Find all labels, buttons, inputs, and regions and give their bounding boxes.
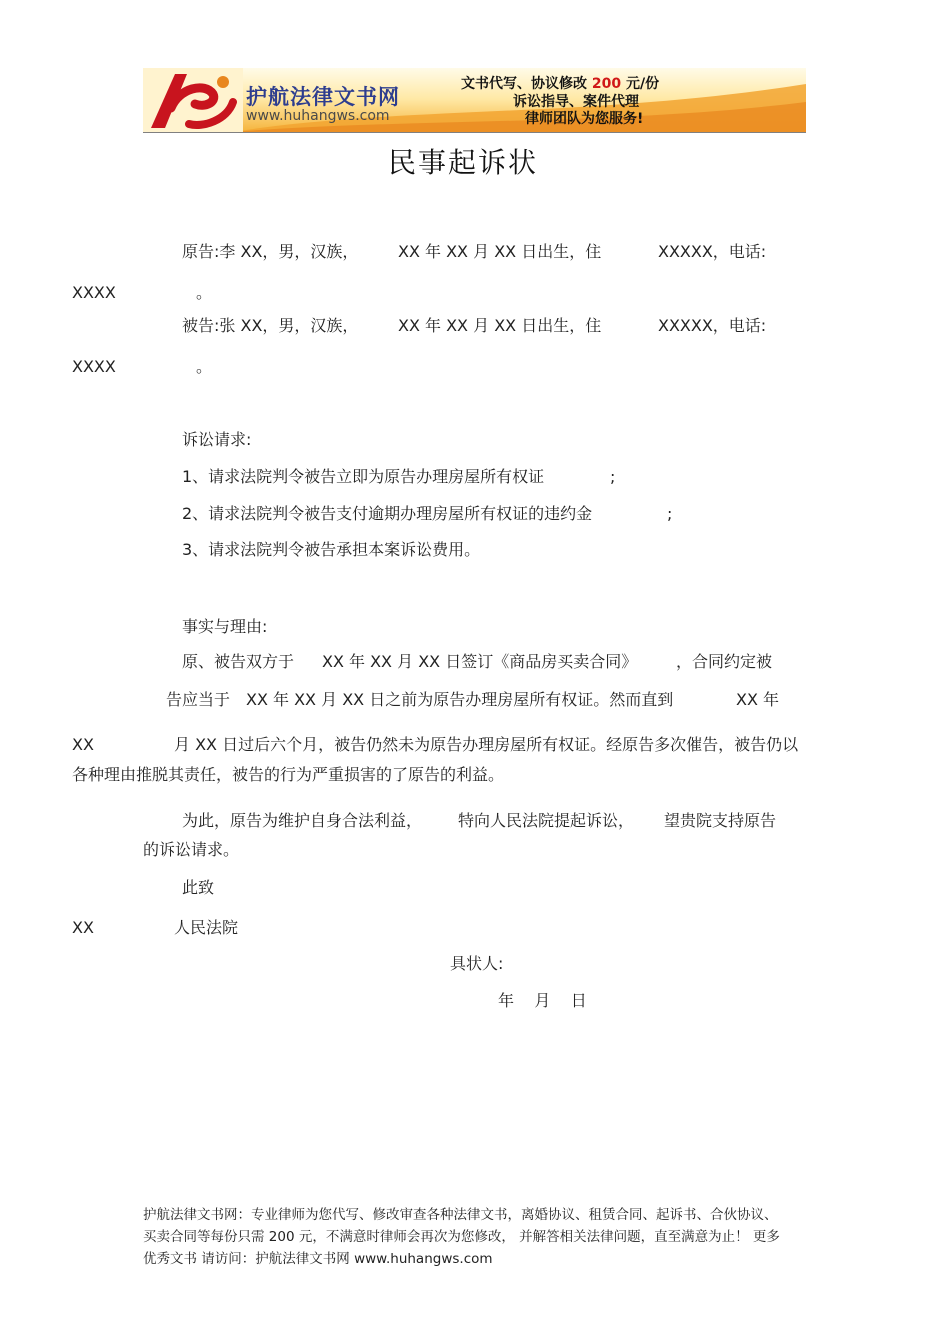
banner-site-name: 护航法律文书网 xyxy=(246,85,400,109)
facts-p1-line1-b: XX 年 XX 月 XX 日签订《商品房买卖合同》 xyxy=(322,652,638,671)
banner-divider xyxy=(143,132,806,133)
signer-label: 具状人: xyxy=(450,954,504,973)
court-prefix: XX xyxy=(72,918,94,937)
plaintiff-name: 原告:李 XX，男，汉族， xyxy=(182,242,359,261)
plaintiff-birth: XX 年 XX 月 XX 日出生，住 xyxy=(398,242,602,261)
facts-p1-line3-a: XX xyxy=(72,735,94,754)
banner-ad-price: 200 xyxy=(591,76,622,92)
facts-p1-line4: 各种理由推脱其责任，被告的行为严重损害的了原告的利益。 xyxy=(72,765,505,784)
banner-ad-line3: 律师团队为您服务! xyxy=(525,111,644,127)
claim-item-1-end: ; xyxy=(610,467,616,486)
facts-p1-line1-c: ，合同约定被 xyxy=(676,652,773,671)
facts-p1-line2-b: XX 年 XX 月 XX 日之前为原告办理房屋所有权证。然而直到 xyxy=(246,690,674,709)
claim-item-2: 2、请求法院判令被告支付逾期办理房屋所有权证的违约金 xyxy=(182,504,593,523)
plaintiff-address: XXXXX，电话: xyxy=(658,242,767,261)
defendant-address: XXXXX，电话: xyxy=(658,316,767,335)
banner-site-url[interactable]: www.huhangws.com xyxy=(246,108,390,124)
defendant-end-mark: 。 xyxy=(196,357,213,376)
defendant-name: 被告:张 XX，男，汉族， xyxy=(182,316,359,335)
site-banner[interactable] xyxy=(143,68,806,132)
banner-ad-line2: 诉讼指导、案件代理 xyxy=(513,94,639,110)
facts-p2-line1-c: 望贵院支持原告 xyxy=(664,811,777,830)
facts-p1-line1-a: 原、被告双方于 xyxy=(182,652,295,671)
facts-p2-line2: 的诉讼请求。 xyxy=(143,840,240,859)
plaintiff-end-mark: 。 xyxy=(196,283,213,302)
site-logo-icon xyxy=(143,68,243,132)
facts-p2-line1-a: 为此，原告为维护自身合法利益， xyxy=(182,811,423,830)
facts-p2-line1-b: 特向人民法院提起诉讼， xyxy=(458,811,635,830)
facts-p1-line2-a: 告应当于 xyxy=(166,690,231,709)
facts-heading: 事实与理由: xyxy=(182,617,268,636)
claim-item-2-end: ; xyxy=(667,504,673,523)
claims-heading: 诉讼请求: xyxy=(182,430,252,449)
document-title: 民事起诉状 xyxy=(388,146,539,179)
closing-salute: 此致 xyxy=(182,878,215,897)
banner-ad-line1-b: 元/份 xyxy=(625,76,660,92)
defendant-phone: XXXX xyxy=(72,357,116,376)
facts-p1-line2-c: XX 年 xyxy=(736,690,780,709)
footer-note: 护航法律文书网：专业律师为您代写、修改审查各种法律文书，离婚协议、租赁合同、起诉书、合伙协议、 买卖合同等每份只需 200 元，不满意时律师会再次为您修改， 并解答相关法律问题，直至满意为止！ 更多优秀文书 请访问：护航法律文书网 www.huhangws.com xyxy=(143,1207,780,1267)
date-line: 年 月 日 xyxy=(498,991,587,1010)
claim-item-1: 1、请求法院判令被告立即为原告办理房屋所有权证 xyxy=(182,467,545,486)
banner-ad-line1 xyxy=(461,73,659,93)
court-name: 人民法院 xyxy=(174,918,239,937)
defendant-birth: XX 年 XX 月 XX 日出生，住 xyxy=(398,316,602,335)
plaintiff-phone: XXXX xyxy=(72,283,116,302)
facts-p1-line3-b: 月 XX 日过后六个月，被告仍然未为原告办理房屋所有权证。经原告多次催告，被告仍以 xyxy=(174,735,799,754)
claim-item-3: 3、请求法院判令被告承担本案诉讼费用。 xyxy=(182,540,481,559)
banner-ad-line1-a: 文书代写、协议修改 xyxy=(461,76,587,92)
